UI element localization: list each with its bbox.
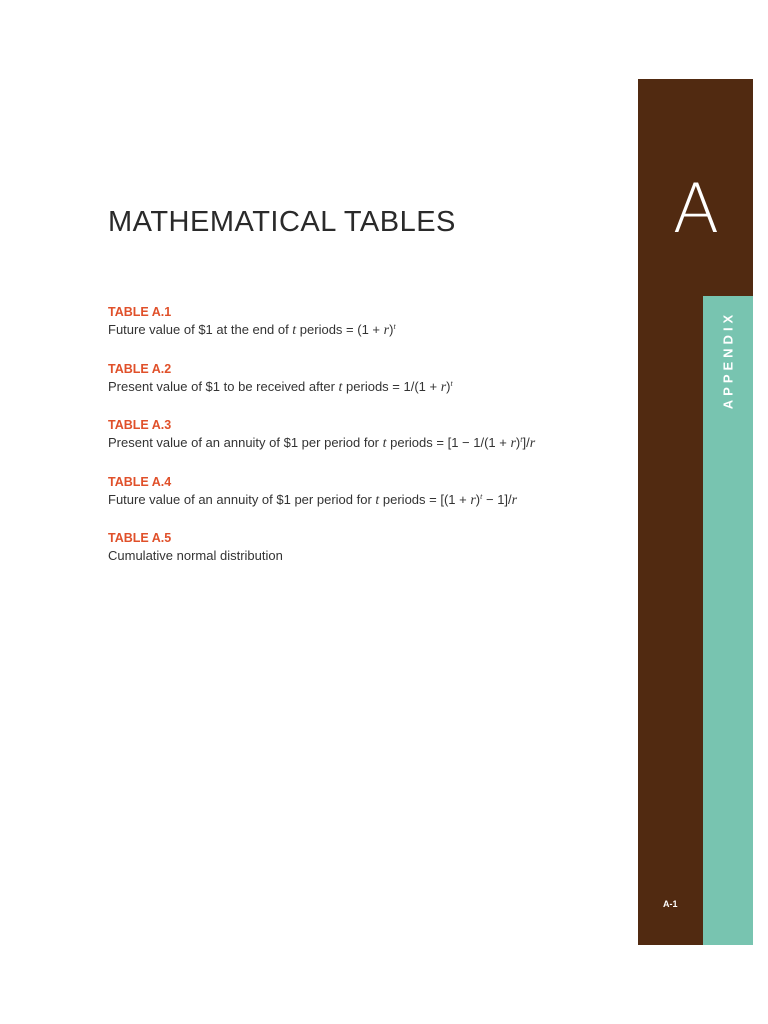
- table-label: TABLE A.2: [108, 361, 172, 376]
- table-entry: [108, 304, 608, 361]
- table-description: Present value of $1 to be received after t periods = $1/(1 + r)^t$: [108, 378, 453, 395]
- table-entry: [108, 530, 608, 587]
- table-description: Present value of an annuity of $1 per period for t periods = $[1 - 1/(1 + r)^t]/r$: [108, 435, 536, 451]
- table-description: Future value of an annuity of $1 per period for t periods = $[(1 + r)^t - 1]/r$: [108, 491, 518, 508]
- table-list: [108, 304, 608, 587]
- table-label: TABLE A.1: [108, 305, 172, 319]
- page-number: A-1: [663, 899, 678, 909]
- table-label: TABLE A.3: [108, 418, 172, 432]
- table-entry: [108, 361, 608, 418]
- table-label: TABLE A.5: [108, 531, 172, 545]
- table-description: Cumulative normal distribution: [108, 548, 283, 563]
- table-entry: [108, 417, 608, 474]
- table-description: Future value of $1 at the end of t periods = $(1 + r)^t$: [108, 322, 396, 338]
- table-label: TABLE A.4: [108, 474, 172, 489]
- table-entry: [108, 474, 608, 531]
- appendix-letter: A: [672, 170, 720, 249]
- appendix-label: APPENDIX: [720, 310, 736, 410]
- page-title: MATHEMATICAL TABLES: [108, 206, 456, 238]
